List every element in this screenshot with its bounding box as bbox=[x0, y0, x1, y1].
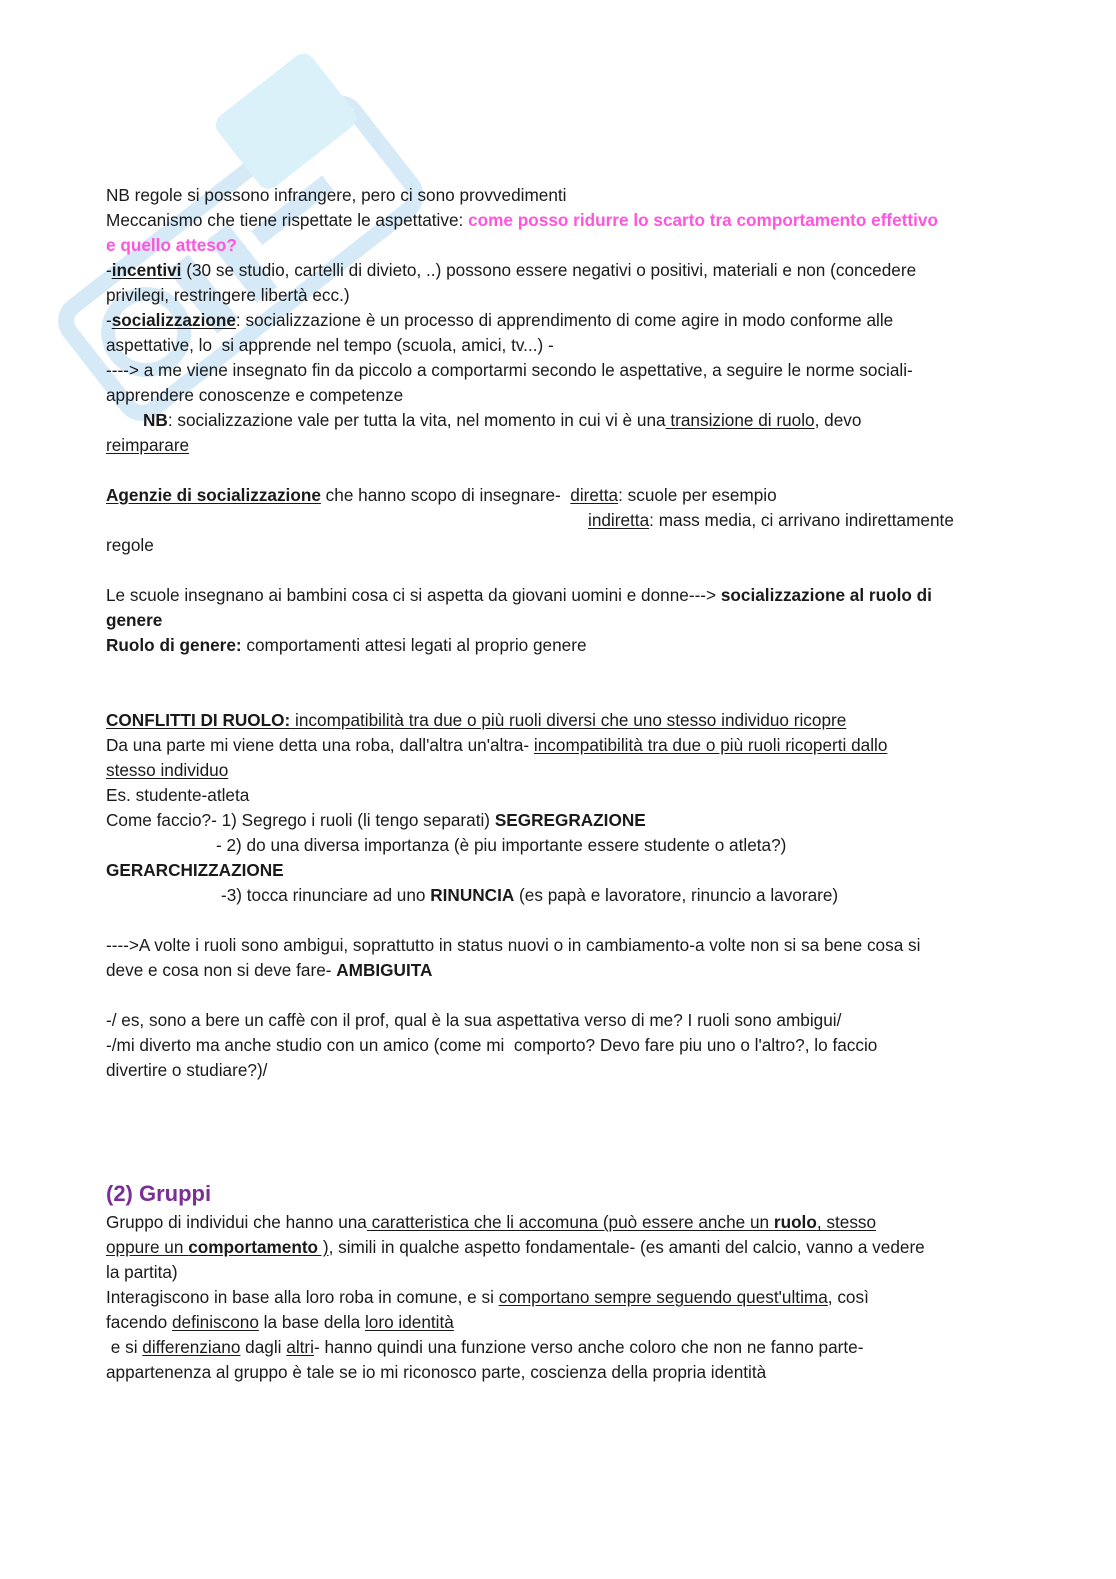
gruppi-line-5 bbox=[106, 1310, 1006, 1335]
socializzazione-line-2: aspettative, lo si apprende nel tempo (scuola, amici, tv...) - bbox=[106, 335, 554, 355]
ambiguita-term: AMBIGUITA bbox=[336, 960, 433, 980]
mechanism-text: Meccanismo che tiene rispettate le aspettative: bbox=[106, 210, 469, 230]
gruppi-line-3: la partita) bbox=[106, 1262, 178, 1282]
arrow-line: ----> a me viene insegnato fin da piccolo a comportarmi secondo le aspettative, a seguire le norme sociali- bbox=[106, 360, 913, 380]
ruolo-genere-line bbox=[106, 633, 1006, 658]
example-2-line-2: divertire o studiare?)/ bbox=[106, 1060, 268, 1080]
agenzie-term: Agenzie di socializzazione bbox=[106, 485, 321, 505]
genere-line bbox=[106, 583, 1006, 608]
incentivi-term: incentivi bbox=[111, 260, 182, 280]
incentivi-text: (30 se studio, cartelli di divieto, ..) possono essere negativi o positivi, materiali e non (concedere bbox=[181, 260, 917, 280]
ambiguita-text: deve e cosa non si deve fare- bbox=[106, 960, 337, 980]
step-3-line bbox=[106, 883, 1006, 908]
conflitti-underlined-cont: stesso individuo bbox=[106, 760, 229, 780]
socializzazione-term: socializzazione bbox=[111, 310, 236, 330]
rinuncia-term: RINUNCIA bbox=[430, 885, 515, 905]
come-faccio-text: Come faccio?- 1) Segrego i ruoli (li tengo separati) bbox=[106, 810, 495, 830]
mechanism-line-2 bbox=[106, 233, 1006, 258]
nb2-text: : socializzazione vale per tutta la vita, nel momento in cui vi è una bbox=[167, 410, 666, 430]
segregazione-term: SEGREGRAZIONE bbox=[494, 810, 646, 830]
gruppi-underlined: caratteristica che li accomuna (può essere anche un bbox=[366, 1212, 774, 1232]
gruppi-text-h: dagli bbox=[240, 1337, 287, 1357]
incentivi-line-2: privilegi, restringere libertà ecc.) bbox=[106, 285, 350, 305]
gerarchizzazione-line bbox=[106, 858, 1006, 883]
document-body bbox=[106, 183, 1006, 1385]
gruppi-text-e: facendo bbox=[106, 1312, 172, 1332]
socializzazione-line bbox=[106, 308, 1006, 333]
socializzazione-text: : socializzazione è un processo di apprendimento di come agire in modo conforme alle bbox=[235, 310, 894, 330]
step-3-text: -3) tocca rinunciare ad uno bbox=[221, 885, 431, 905]
nb2-line-2 bbox=[106, 433, 1006, 458]
dash: - bbox=[106, 310, 112, 330]
regole-line: regole bbox=[106, 535, 154, 555]
ruolo-term: ruolo bbox=[773, 1212, 817, 1232]
gruppi-underlined-b: , stesso bbox=[816, 1212, 877, 1232]
identita-underlined: loro identità bbox=[364, 1312, 454, 1332]
gruppi-line-7: appartenenza al gruppo è tale se io mi riconosco parte, coscienza della propria identità bbox=[106, 1362, 767, 1382]
nb-line: NB regole si possono infrangere, pero ci sono provvedimenti bbox=[106, 185, 567, 205]
incentivi-line bbox=[106, 258, 1006, 283]
differenziano-underlined: differenziano bbox=[142, 1337, 241, 1357]
ambiguita-line: ---->A volte i ruoli sono ambigui, soprattutto in status nuovi o in cambiamento-a volte non si sa bene cosa si bbox=[106, 935, 921, 955]
agenzie-line bbox=[106, 483, 1006, 508]
conflitti-text: Da una parte mi viene detta una roba, dall'altra un'altra- bbox=[106, 735, 534, 755]
section-heading-gruppi: (2) Gruppi bbox=[106, 1181, 212, 1206]
mechanism-question: come posso ridurre lo scarto tra comportamento effettivo bbox=[468, 210, 938, 230]
gruppi-underlined-d: ) bbox=[318, 1237, 329, 1257]
transizione-di-ruolo: transizione di ruolo bbox=[665, 410, 815, 430]
genere-line-2 bbox=[106, 608, 1006, 633]
altri-underlined: altri bbox=[286, 1337, 314, 1357]
conflitti-underlined: incompatibilità tra due o più ruoli ricoperti dallo bbox=[533, 735, 888, 755]
definiscono-underlined: definiscono bbox=[171, 1312, 259, 1332]
gruppi-line-2 bbox=[106, 1235, 1006, 1260]
gruppi-text-g: e si bbox=[106, 1337, 143, 1357]
nb2-label: NB bbox=[143, 410, 168, 430]
example-1-line: -/ es, sono a bere un caffè con il prof, qual è la sua aspettativa verso di me? I ruoli sono ambigui/ bbox=[106, 1010, 842, 1030]
nb2-line bbox=[106, 408, 1006, 433]
indiretta-term: indiretta bbox=[588, 510, 650, 530]
mechanism-question-cont: e quello atteso? bbox=[106, 235, 237, 255]
gruppi-line-4 bbox=[106, 1285, 1006, 1310]
gruppi-text-f: la base della bbox=[258, 1312, 365, 1332]
ambiguita-line-2 bbox=[106, 958, 1006, 983]
gruppi-line-6 bbox=[106, 1335, 1006, 1360]
reimparare: reimparare bbox=[106, 435, 190, 455]
genere-word: genere bbox=[106, 610, 163, 630]
arrow-line-2: apprendere conoscenze e competenze bbox=[106, 385, 404, 405]
gruppi-text-c: Interagiscono in base alla loro roba in comune, e si bbox=[106, 1287, 499, 1307]
conflitti-line bbox=[106, 708, 1006, 733]
gruppi-underlined-c: oppure un bbox=[106, 1237, 189, 1257]
conflitti-term: CONFLITTI DI RUOLO: bbox=[106, 710, 291, 730]
gruppi-line-1 bbox=[106, 1210, 1006, 1235]
mechanism-line bbox=[106, 208, 1006, 233]
indiretta-line bbox=[106, 508, 1006, 533]
nb2-text-b: , devo bbox=[814, 410, 862, 430]
agenzie-text: che hanno scopo di insegnare- bbox=[320, 485, 571, 505]
comportano-underlined: comportano sempre seguendo quest'ultima bbox=[498, 1287, 828, 1307]
diretta-term: diretta bbox=[570, 485, 619, 505]
example-line: Es. studente-atleta bbox=[106, 785, 250, 805]
gruppi-text: Gruppo di individui che hanno una bbox=[106, 1212, 367, 1232]
conflitti-line-2 bbox=[106, 733, 1006, 758]
socializzazione-ruolo-genere: socializzazione al ruolo di bbox=[720, 585, 932, 605]
genere-text: Le scuole insegnano ai bambini cosa ci si aspetta da giovani uomini e donne---> bbox=[106, 585, 721, 605]
conflitti-line-3 bbox=[106, 758, 1006, 783]
diretta-text: : scuole per esempio bbox=[618, 485, 777, 505]
example-2-line: -/mi diverto ma anche studio con un amico (come mi comporto? Devo fare piu uno o l'altro?, lo faccio bbox=[106, 1035, 878, 1055]
ruolo-genere-text: comportamenti attesi legati al proprio genere bbox=[241, 635, 587, 655]
gruppi-text-i: - hanno quindi una funzione verso anche coloro che non ne fanno parte- bbox=[313, 1337, 864, 1357]
step-3-text-b: (es papà e lavoratore, rinuncio a lavorare) bbox=[514, 885, 839, 905]
indiretta-text: : mass media, ci arrivano indirettamente bbox=[649, 510, 954, 530]
come-faccio-line bbox=[106, 808, 1006, 833]
gerarchizzazione-term: GERARCHIZZAZIONE bbox=[106, 860, 284, 880]
gruppi-text-d: , così bbox=[827, 1287, 869, 1307]
ruolo-genere-term: Ruolo di genere: bbox=[106, 635, 242, 655]
step-2-line: - 2) do una diversa importanza (è piu importante essere studente o atleta?) bbox=[216, 835, 787, 855]
conflitti-definition: incompatibilità tra due o più ruoli diversi che uno stesso individuo ricopre bbox=[290, 710, 847, 730]
comportamento-term: comportamento bbox=[188, 1237, 319, 1257]
dash: - bbox=[106, 260, 112, 280]
gruppi-text-b: , simili in qualche aspetto fondamentale- (es amanti del calcio, vanno a vedere bbox=[328, 1237, 925, 1257]
